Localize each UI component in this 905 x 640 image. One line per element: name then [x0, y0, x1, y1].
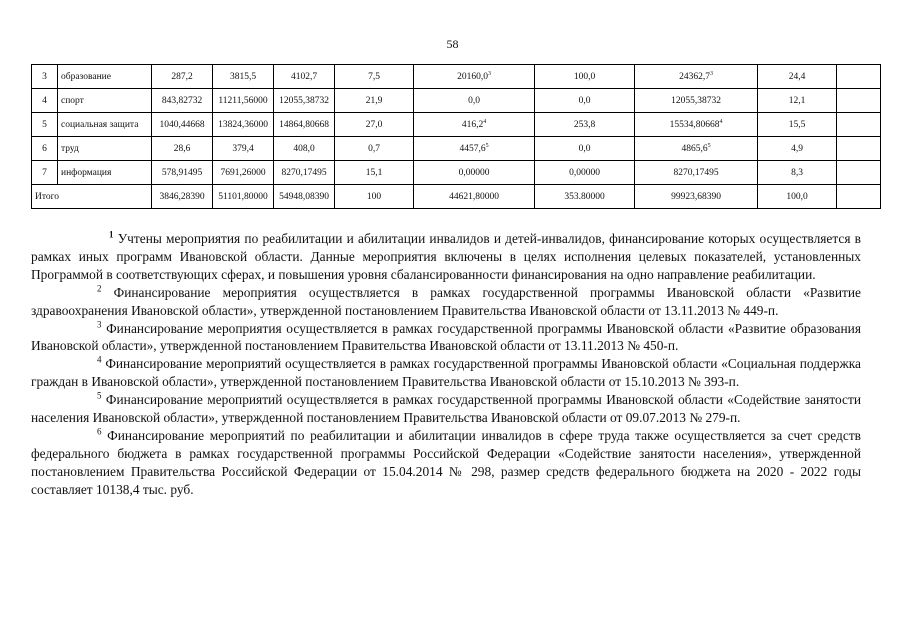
footnote-text: Финансирование мероприятия осуществляется в рамках государственной программы Ивановской области «Развитие здравоохранения Ивановской области», утвержденной постановлением Правительства Ивановской области от 13.11.2013 № 449-п. — [31, 284, 861, 318]
cell-value: 12,1 — [758, 89, 837, 113]
cell-value: 14864,80668 — [274, 113, 335, 137]
page-number: 58 — [446, 37, 459, 51]
cell-value: 99923,68390 — [635, 185, 758, 209]
cell-value: 100,0 — [535, 65, 635, 89]
cell-value: 8,3 — [758, 161, 837, 185]
footnote-text: Учтены мероприятия по реабилитации и абилитации инвалидов и детей-инвалидов, финансирование которых осуществляется в рамках иных программ Ивановской области. Данные мероприятия включены в целях исполнения целевых показателей, установленных Программой в соответствующих сферах, и повышения уровня сбалансированности финансирования на одно направление реабилитации. — [31, 231, 861, 282]
cell-value: 0,00000 — [535, 161, 635, 185]
footnote-mark: 6 — [97, 426, 102, 437]
footnote-mark: 4 — [97, 354, 102, 365]
cell-value: 0,0 — [535, 137, 635, 161]
cell-value: 21,9 — [335, 89, 414, 113]
cell-value: 0,00000 — [414, 161, 535, 185]
row-category: информация — [58, 161, 152, 185]
footnote — [31, 320, 861, 356]
cell-value: 15534,80668$^4$ — [635, 113, 758, 137]
cell-value: 4865,6$^5$ — [635, 137, 758, 161]
row-number: 5 — [32, 113, 58, 137]
cell-value: 287,2 — [152, 65, 213, 89]
cell-value: 8270,17495 — [274, 161, 335, 185]
cell-value: 4,9 — [758, 137, 837, 161]
footnote — [31, 427, 861, 499]
footnote-mark: 5 — [97, 390, 102, 401]
cell-value: 27,0 — [335, 113, 414, 137]
cell-value: 4102,7 — [274, 65, 335, 89]
footnote-text: Финансирование мероприятий осуществляется в рамках государственной программы Ивановской области «Социальная поддержка граждан в Ивановской области», утвержденной постановлением Правительства Ивановской области от 15.10.2013 № 393-п. — [31, 356, 861, 390]
cell-value: 51101,80000 — [213, 185, 274, 209]
cell-value — [837, 89, 881, 113]
table-row — [32, 113, 881, 137]
total-label: Итого — [32, 185, 152, 209]
cell-value: 44621,80000 — [414, 185, 535, 209]
footnote-text: Финансирование мероприятий осуществляется в рамках государственной программы Ивановской области «Содействие занятости населения Ивановской области», утвержденной постановлением Правительства Ивановской области от 09.07.2013 № 279-п. — [31, 392, 861, 426]
cell-value: 0,0 — [535, 89, 635, 113]
cell-value — [837, 185, 881, 209]
cell-value: 54948,08390 — [274, 185, 335, 209]
footnote-ref: 5 — [485, 142, 489, 149]
cell-value: 0,7 — [335, 137, 414, 161]
footnote — [31, 391, 861, 427]
cell-value: 578,91495 — [152, 161, 213, 185]
cell-value: 4457,6$^5$ — [414, 137, 535, 161]
table-row — [32, 89, 881, 113]
cell-value: 100 — [335, 185, 414, 209]
footnote — [31, 355, 861, 391]
cell-value: 24362,7$^3$ — [635, 65, 758, 89]
row-number: 6 — [32, 137, 58, 161]
row-number: 3 — [32, 65, 58, 89]
cell-value — [837, 113, 881, 137]
footnote-mark: 1 — [109, 229, 114, 240]
cell-value: 100,0 — [758, 185, 837, 209]
row-category: труд — [58, 137, 152, 161]
cell-value: 12055,38732 — [274, 89, 335, 113]
footnote-mark: 3 — [97, 319, 102, 330]
cell-value: 15,1 — [335, 161, 414, 185]
footnote-mark: 2 — [97, 283, 102, 294]
table-row — [32, 65, 881, 89]
footnote-ref: 5 — [707, 142, 711, 149]
cell-value: 353.80000 — [535, 185, 635, 209]
cell-value: 24,4 — [758, 65, 837, 89]
row-category: образование — [58, 65, 152, 89]
cell-value: 28,6 — [152, 137, 213, 161]
row-number: 7 — [32, 161, 58, 185]
table-row — [32, 137, 881, 161]
table-total-row — [32, 185, 881, 209]
table-row — [32, 161, 881, 185]
footnote-ref: 3 — [709, 70, 713, 77]
row-category: социальная защита — [58, 113, 152, 137]
cell-value: 7,5 — [335, 65, 414, 89]
cell-value: 843,82732 — [152, 89, 213, 113]
cell-value: 0,0 — [414, 89, 535, 113]
row-category: спорт — [58, 89, 152, 113]
footnote — [31, 284, 861, 320]
cell-value: 13824,36000 — [213, 113, 274, 137]
footnote-ref: 4 — [483, 118, 487, 125]
cell-value: 7691,26000 — [213, 161, 274, 185]
cell-value: 379,4 — [213, 137, 274, 161]
cell-value: 12055,38732 — [635, 89, 758, 113]
footnote-ref: 3 — [487, 70, 491, 77]
footnote-ref: 4 — [719, 118, 723, 125]
cell-value — [837, 161, 881, 185]
data-table — [31, 64, 881, 209]
cell-value: 15,5 — [758, 113, 837, 137]
cell-value: 253,8 — [535, 113, 635, 137]
cell-value: 11211,56000 — [213, 89, 274, 113]
cell-value: 408,0 — [274, 137, 335, 161]
cell-value: 8270,17495 — [635, 161, 758, 185]
footnotes — [31, 230, 861, 499]
footnote-text: Финансирование мероприятия осуществляется в рамках государственной программы Ивановской области «Развитие образования Ивановской области», утвержденной постановлением Правительства Ивановской области от 13.11.2013 № 450-п. — [31, 320, 861, 354]
cell-value: 1040,44668 — [152, 113, 213, 137]
cell-value: 3846,28390 — [152, 185, 213, 209]
cell-value: 3815,5 — [213, 65, 274, 89]
cell-value: 20160,0$^3$ — [414, 65, 535, 89]
footnote — [31, 230, 861, 284]
cell-value: 416,2$^4$ — [414, 113, 535, 137]
cell-value — [837, 65, 881, 89]
row-number: 4 — [32, 89, 58, 113]
cell-value — [837, 137, 881, 161]
footnote-text: Финансирование мероприятий по реабилитации и абилитации инвалидов в сфере труда также осуществляется за счет средств федерального бюджета в рамках государственной программы Российской Федерации «Содействие занятости населения», утвержденной постановлением Правительства Российской Федерации от 15.04.2014 № 298, размер средств федерального бюджета на 2020 - 2022 годы составляет 10138,4 тыс. руб. — [31, 427, 861, 497]
